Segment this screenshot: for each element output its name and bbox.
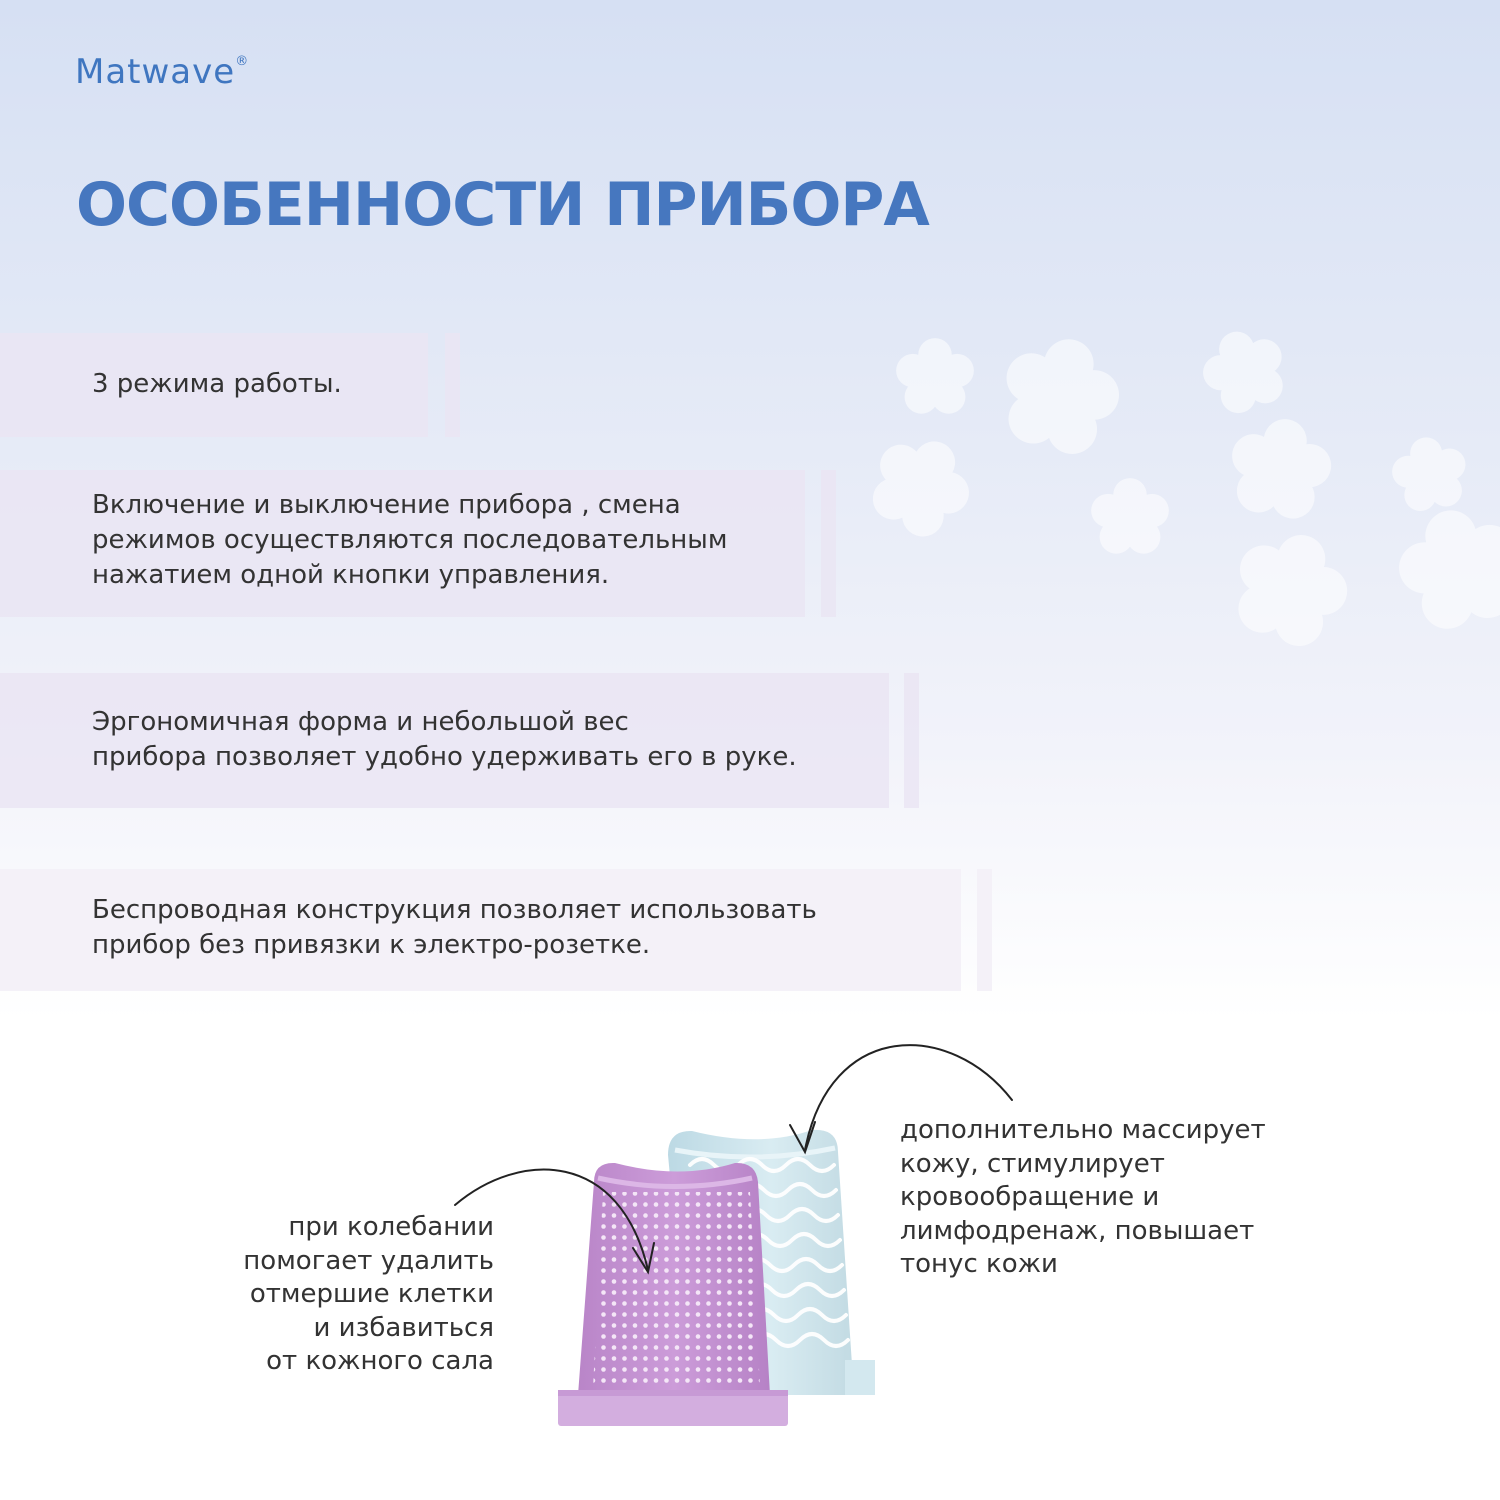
right-caption: дополнительно массирует кожу, стимулирует кровообращение и лимфодренаж, повышает тонус кожи	[900, 1115, 1266, 1279]
feature-text-2: Включение и выключение прибора , смена режимов осуществляются последовательным нажатием одной кнопки управления.	[92, 490, 728, 590]
purple-nozzle	[558, 1163, 788, 1426]
brand-name: Matwave	[75, 52, 236, 92]
registered-mark: ®	[235, 54, 250, 69]
feature-text-1: 3 режима работы.	[92, 369, 342, 399]
left-caption: при колебании помогает удалить отмершие клетки и избавиться от кожного сала	[243, 1212, 494, 1376]
feature-text-3: Эргономичная форма и небольшой вес прибора позволяет удобно удерживать его в руке.	[92, 707, 797, 772]
feature-text-4: Беспроводная конструкция позволяет использовать прибор без привязки к электро-розетке.	[92, 895, 817, 960]
page-title: ОСОБЕННОСТИ ПРИБОРА	[76, 170, 929, 240]
